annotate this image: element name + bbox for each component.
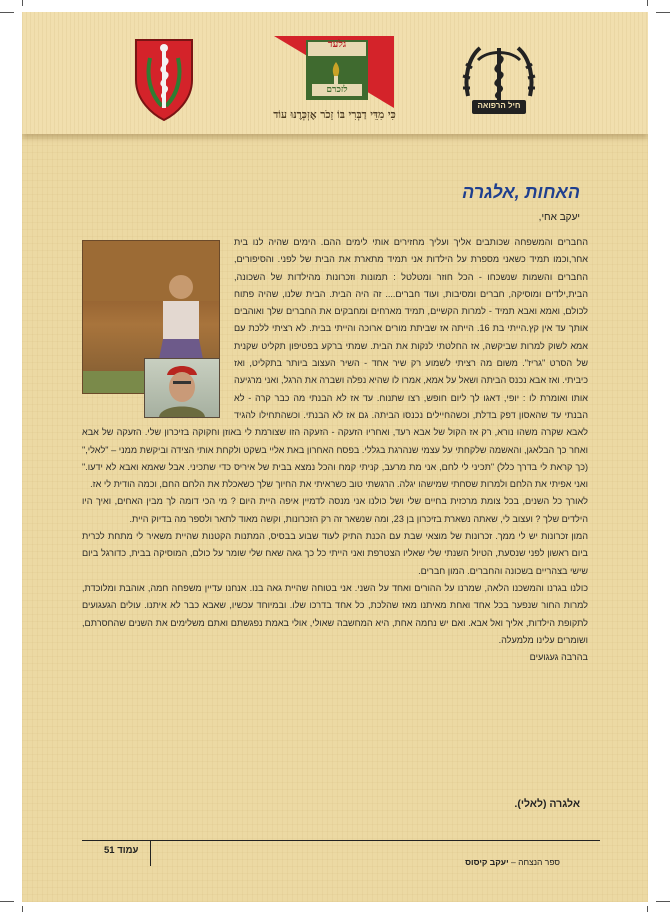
emblem-label: חיל הרפואה bbox=[477, 101, 521, 110]
soldier-portrait-photo bbox=[144, 358, 220, 418]
crop-mark bbox=[656, 12, 670, 13]
crop-mark bbox=[647, 0, 648, 6]
article-paragraph: המון זכרונות יש לי ממך. זכרונות של מוצאי שבת עם הכנת התיק לעוד שבוע בבסיס, המתנות הקטנות שהיית משאיר לי מתחת לכרית ביום ראשון לפני שנסעת, הטיול השנתי שלי שאליו הצטרפת ואני הייתי כל כך גאה שאח שלי שומר על כולם, המוסיקה בבית, כדורגל ביום שישי בצהריים בשכונה והחברים. המון חברים. bbox=[82, 531, 588, 576]
header-motto: כִּי מִדֵּי דַבְּרִי בּוֹ זָכֹר אֶזְכְּרֶנּוּ עוֹד bbox=[273, 109, 396, 121]
article-paragraph: כולנו בגרנו והמשכנו הלאה, שמרנו על ההורים ואחד על השני. אני בטוחה שהיית גאה בנו. אנחנו עדיין משפחה חמה, אוהבת ומלוכדת, למרות החור שנפער בכל אחד ואחת מאיתנו מאז שהלכת, כל אחד בדרכו שלו. ובמיוחד עכשיו, שאבא כבר לא איתנו. עולים הגעגועים לתקופת הילדות, אליך ואל אבא. ואם יש נחמה אחת, היא המחשבה שאולי, אולי באמת נפגשתם ואתם משלימים את השנים שהחסרתם, ושומרים עלינו מלמעלה. bbox=[82, 582, 588, 645]
page-number: עמוד 51 bbox=[104, 845, 139, 856]
article-title: האחות ,אלגרה bbox=[462, 182, 580, 203]
footer-divider bbox=[82, 840, 600, 841]
crop-mark bbox=[0, 12, 14, 13]
article-paragraph: החברים והמשפחה שכותבים אליך ועליך מחזירים אותי לימים ההם. הימים שהיה לנו בית אחר,וכמו תמיד כשאני מספרת על הילדות אני תמיד מתארת את הבית של לפני. והסיפורים, החברים והשמות שנשכחו - הכל חוזר ומטלטל : תמונות וזכרונות מהילדות של השכונה, הבית,ילדים ומוסיקה, חברים ומסיבות, ועוד חברים.... זה היה הבית. הבית שלנו, שהיה פתוח לכולם, ואמא ואבא תמיד - למרות הקשיים, תמיד מארחים ומחבקים את החברים שלך ואוהבים אותך עד אין קץ.הייתי בת 16. הייתה אז שביתת מורים ארוכה והייתי בבית. לא רציתי ללכת עם אמא לשוק למרות שביקשה, אז החלטתי לנקות את הבית. שמתי ברקע בפטיפון תקליט שקנית של הסרט "גריז". משום מה רציתי לשמוע רק שיר אחד - השיר העצוב ביותר בתקליט, ואז כיביתי. ואז אבא נכנס הביתה ושאל על אמא, אמרו לו שהיא נפלה ושברה את הרגל, ואני מרגיעה אותו ואומרת לו : יופי, דאגו לך ליום חופש, רצו שתנוח. עד אז לא הבנתי מה כבר קרה - לא הבנתי עד שהאסון דפק בדלת, וכשהחיילים נכנסו הביתה. גם אז לא הבנתי. וכשהתחילו להגיד לאבא שקרה משהו נורא, רק אז הקול של אבא רעד, ואחריו הזעקה - הזעקה הזו שצורמת לי באוזן וחקוקה בזיכרון שלי. הזעקה של אבא ואחר כך הבלאגן, והאשמה שלקחתי על עצמי שנהרגת בגללי. בפסח האחרון באת אליי בשקט ולקחת אותי הצידה וביקשת ממני – "לאלי," (כך קראת לי בדרך כלל) "תכיני לי לחם, אני מת מרעב, קניתי קמח והכל נמצא בבית של איריס כדי שתכיני. אבל שאמא ואבא לא ידעו." ואני אפיתי את הלחם ולמרות שסחתי שמישהו יגלה. הרגשתי טוב כשראיתי את החיוך שלך כשאכלת את הלחם החם, וכמה הודית לי אז. bbox=[82, 237, 588, 490]
article-body bbox=[82, 234, 588, 666]
center-logo-top-text: גלעד bbox=[327, 39, 347, 50]
book-title bbox=[465, 857, 560, 867]
article-paragraph: לאורך כל השנים, בכל צומת מרכזית בחיים שלי ושל כולנו אני מנסה לדמיין איפה היית היום ? מי הכי דומה לך מבין האחים, ואיך היו הילדים שלך ? ועצוב לי, שאתה נשארת בזיכרון בן 23, ומה שנשאר זה רק הזכרונות, וקשה מאוד לתאר ולספר מה בדיוק היית. bbox=[82, 496, 588, 524]
medical-corps-shield-icon bbox=[132, 36, 196, 122]
crop-mark bbox=[22, 906, 23, 912]
book-label: ספר הנצחה – bbox=[511, 857, 560, 867]
page-header bbox=[22, 12, 648, 134]
document-page bbox=[22, 12, 648, 902]
crop-mark bbox=[22, 0, 23, 6]
closing-line: בהרבה געגועים bbox=[529, 652, 588, 663]
crop-mark bbox=[0, 901, 14, 902]
crop-mark bbox=[656, 901, 670, 902]
center-logo-bottom-text: לזכרם bbox=[326, 85, 348, 95]
footer-separator bbox=[150, 840, 151, 866]
greeting: יעקב אחי, bbox=[538, 212, 580, 223]
signature: אלגרה (לאלי). bbox=[514, 798, 580, 810]
photo-group bbox=[82, 240, 222, 414]
crop-mark bbox=[647, 906, 648, 912]
book-name: יעקב קיסוס bbox=[465, 857, 509, 867]
